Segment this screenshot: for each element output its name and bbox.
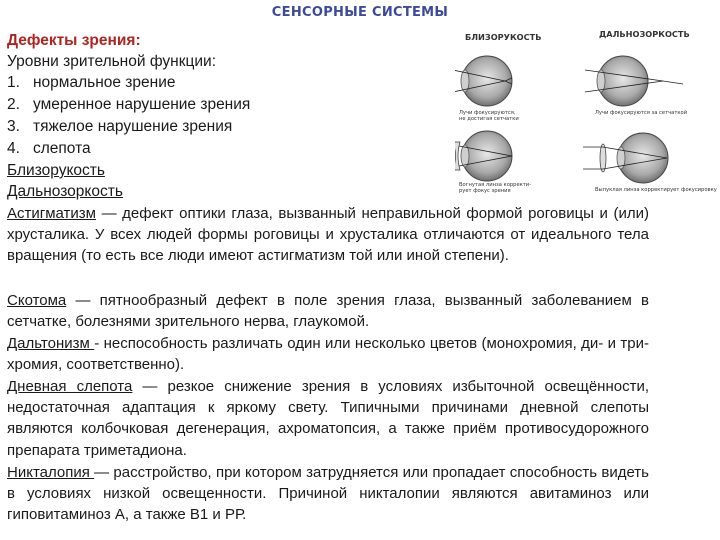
level-item xyxy=(7,73,176,93)
day-blindness-text: — резкое снижение зрения в условиях избыточной освещённости, недостаточная адаптация к яркому свету. Типичными причинами дневной слепоты являются колбочковая дегенерация, ахроматопсия, а также приём противосудорожного препарата триметадиона. xyxy=(7,378,649,459)
scotoma-paragraph xyxy=(7,290,649,332)
term-hyperopia: Дальнозоркость xyxy=(7,183,123,200)
myopia-caption-line1: Лучи фокусируются, xyxy=(459,110,516,116)
myopia-eye-diagram xyxy=(455,56,512,106)
day-blindness-paragraph xyxy=(7,376,649,461)
level-number: 1. xyxy=(7,74,20,91)
hyperopia-caption-top: Лучи фокусируются за сетчаткой xyxy=(595,110,688,116)
myopia-correction-line2: рует фокус зрения xyxy=(459,188,511,194)
nyctalopia-text: — расстройство, при котором затрудняется или пропадает способность видеть в условиях низкой освещенности. Причиной никталопии являются авитаминоз или гиповитаминоз А, а также В1 и РР. xyxy=(7,464,649,524)
day-blindness-term: Дневная слепота xyxy=(7,378,133,395)
page-title: СЕНСОРНЫЕ СИСТЕМЫ xyxy=(271,5,449,20)
astigmatism-text: — дефект оптики глаза, вызванный неправильной формой роговицы и (или) хрусталика. У всех людей формы роговицы и хрусталика отличаются от идеального тела вращения (то есть все люди имеют астигматизм той или иной степени). xyxy=(7,205,649,265)
daltonism-term: Дальтонизм xyxy=(7,335,95,352)
astigmatism-paragraph xyxy=(7,203,649,267)
term-myopia: Близорукость xyxy=(7,162,105,179)
level-number: 2. xyxy=(7,96,20,113)
daltonism-text: - неспособность различать один или несколько цветов (монохромия, ди- и три- хромия, соответственно). xyxy=(7,335,649,374)
myopia-figure-title: БЛИЗОРУКОСТЬ xyxy=(465,32,542,42)
level-item xyxy=(7,139,91,159)
level-text: тяжелое нарушение зрения xyxy=(33,118,233,135)
level-text: умеренное нарушение зрения xyxy=(33,96,251,113)
hyperopia-eye-diagram xyxy=(585,56,683,106)
levels-title: Уровни зрительной функции: xyxy=(7,53,217,70)
myopia-caption-line2: не достигая сетчатки xyxy=(459,116,519,122)
level-item xyxy=(7,117,232,137)
section-heading: Дефекты зрения: xyxy=(7,32,141,49)
hyperopia-corrected-diagram xyxy=(583,133,668,183)
nyctalopia-paragraph xyxy=(7,462,649,526)
scotoma-term: Скотома xyxy=(7,292,67,309)
myopia-correction-line1: Вогнутая линза корректи- xyxy=(459,182,532,188)
daltonism-paragraph xyxy=(7,333,649,375)
level-text: нормальное зрение xyxy=(33,74,176,91)
level-number: 3. xyxy=(7,118,20,135)
level-item xyxy=(7,95,250,115)
hyperopia-correction-caption: Выпуклая линза корректирует фокусировку xyxy=(595,187,717,193)
astigmatism-term: Астигматизм xyxy=(7,205,96,222)
nyctalopia-term: Никталопия xyxy=(7,464,95,481)
vision-defects-figure xyxy=(455,26,717,210)
level-number: 4. xyxy=(7,140,20,157)
scotoma-text: — пятнообразный дефект в поле зрения глаза, вызванный заболеванием в сетчатке, болезнями зрительного нерва, глаукомой. xyxy=(7,292,649,331)
myopia-corrected-diagram xyxy=(455,131,512,181)
level-text: слепота xyxy=(33,140,91,157)
hyperopia-figure-title: ДАЛЬНОЗОРКОСТЬ xyxy=(599,29,690,39)
